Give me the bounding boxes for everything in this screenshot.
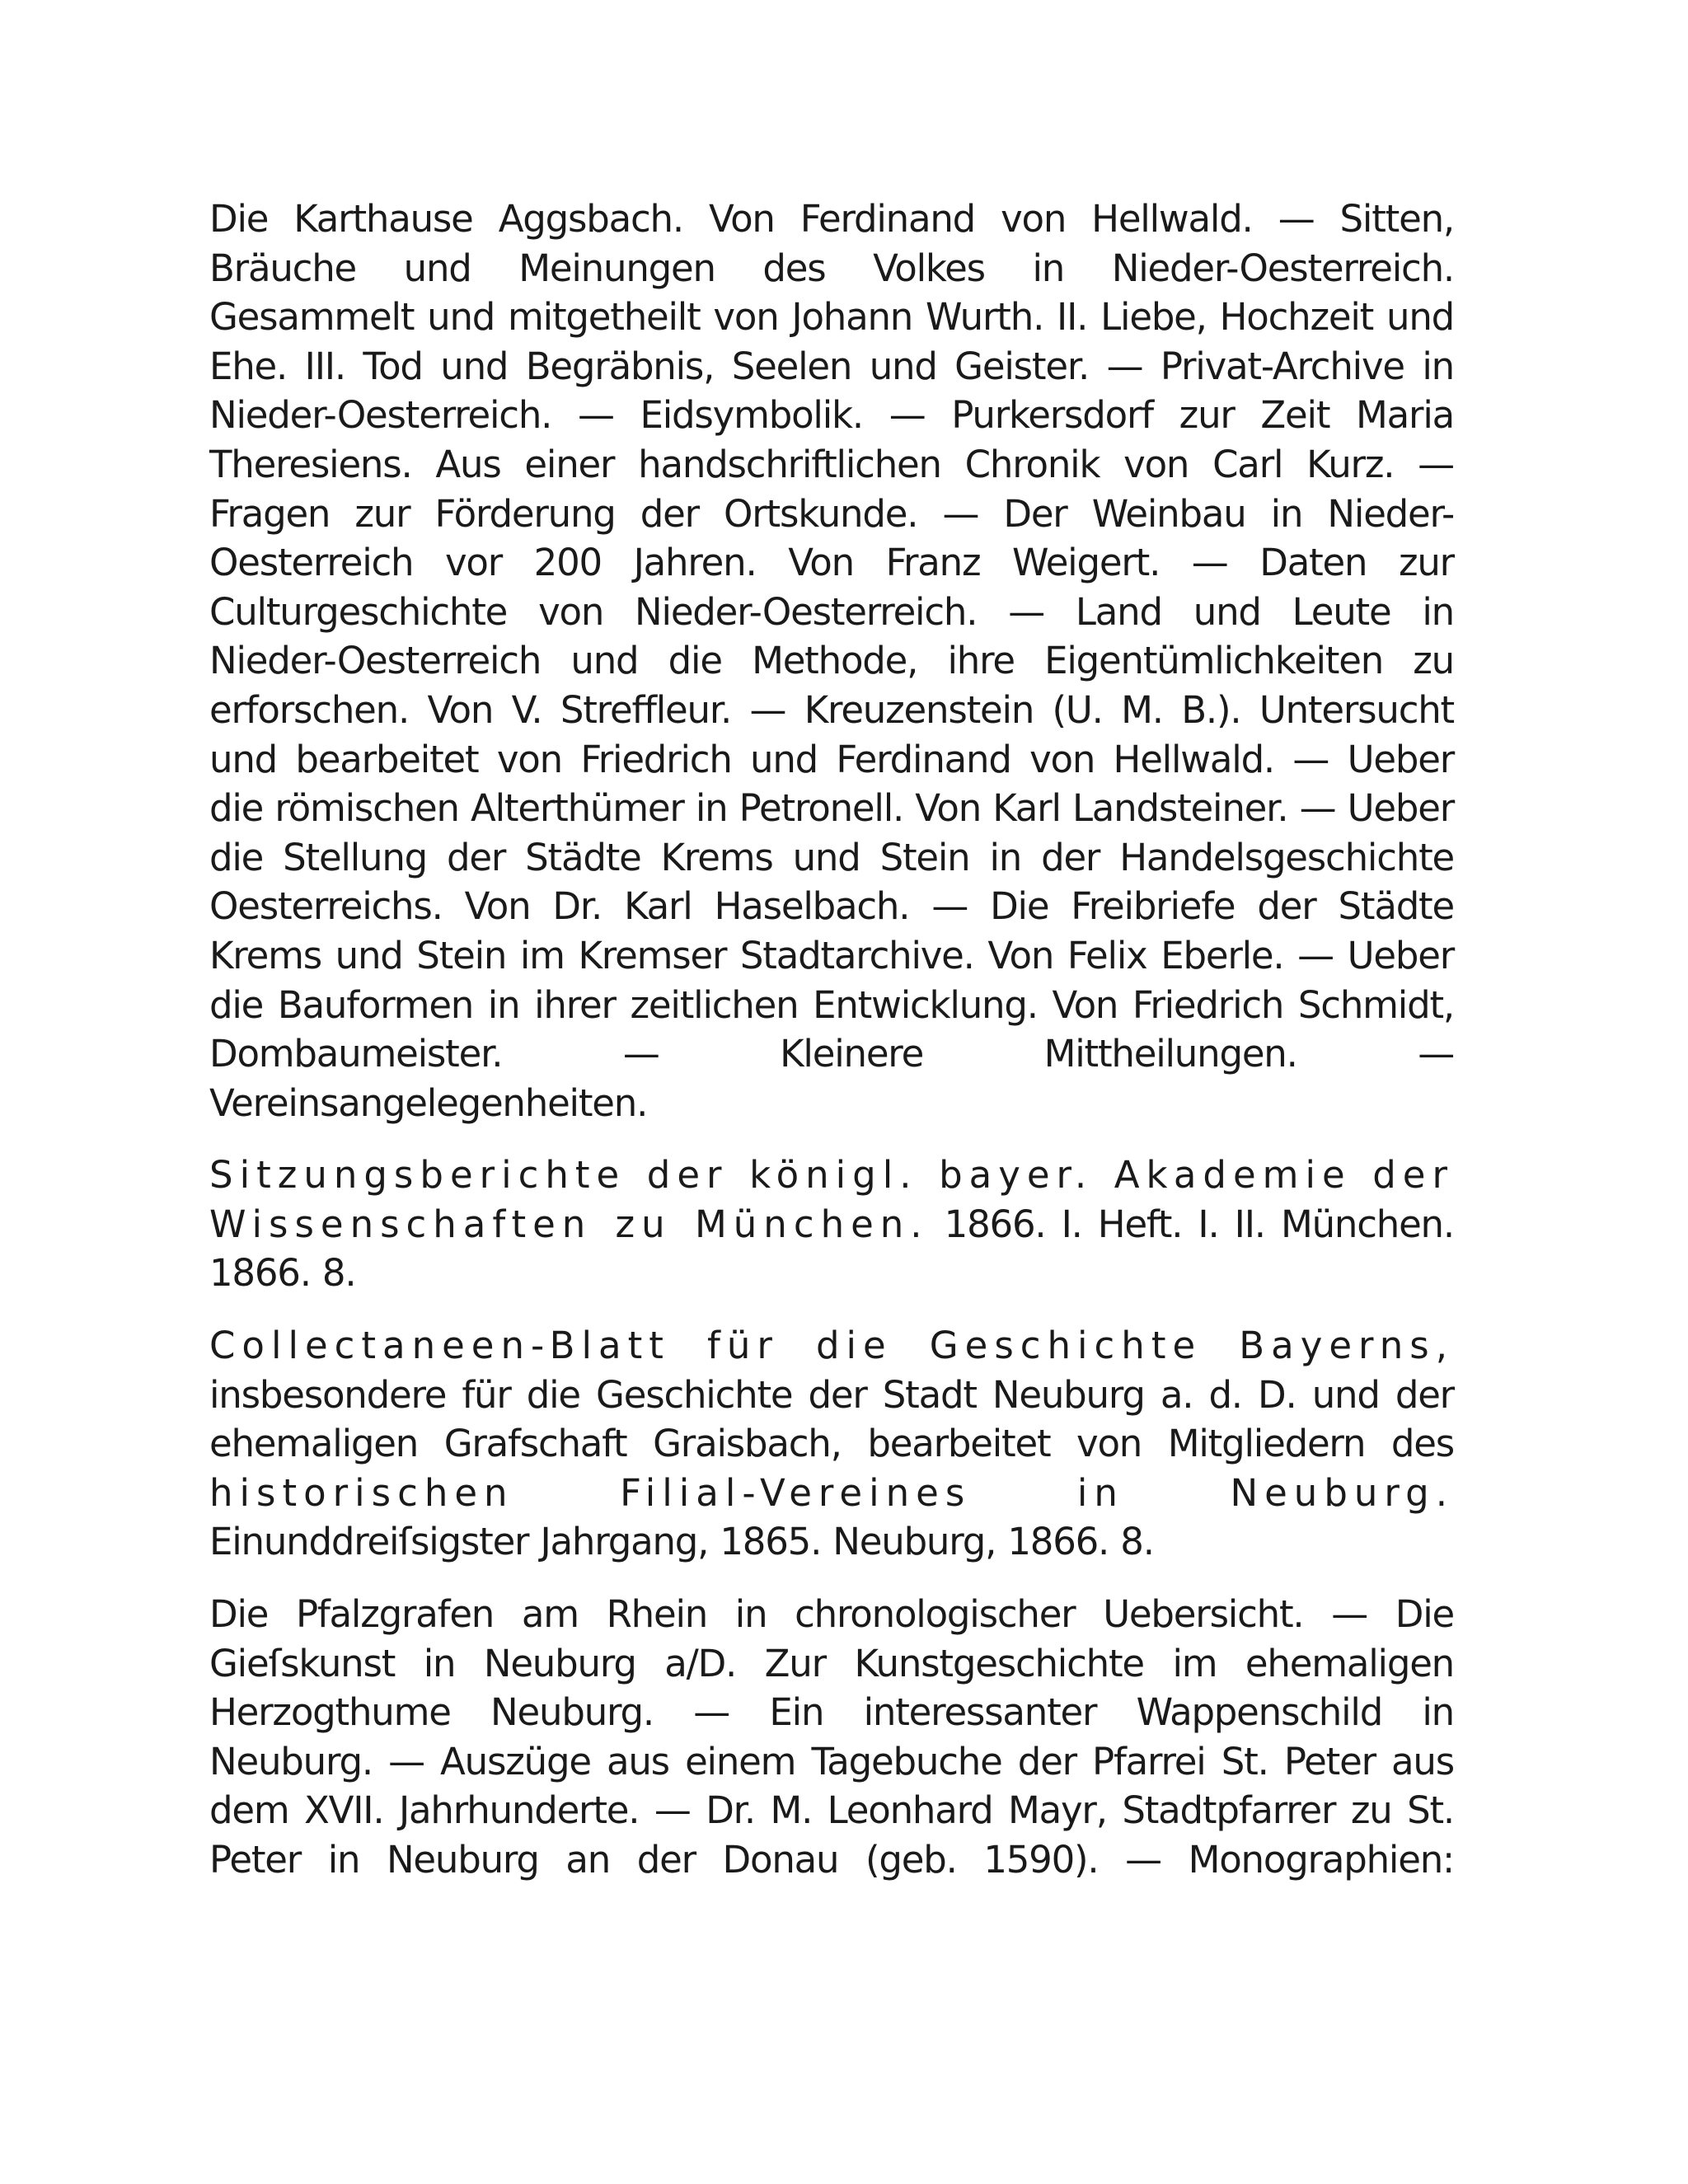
title-details: Einunddreiſsigster Jahrgang, 1865. Neuburg, 1866. 8.: [209, 1520, 1154, 1564]
title-details: 1866. I. Heft. I. II. München. 1866. 8.: [209, 1202, 1454, 1296]
spaced-title: Collectaneen-Blatt für die Geschichte Bayerns,: [209, 1324, 1454, 1368]
paragraph-contents-list: Die Karthause Aggsbach. Von Ferdinand von Hellwald. — Sitten, Bräuche und Meinungen des Volkes in Nieder-Oesterreich. Gesammelt und mitgetheilt von Johann Wurth. II. Liebe, Hochzeit und Ehe. III. Tod und Begräbnis, Seelen und Geister. — Privat-Archive in Nieder-Oesterreich. — Eidsymbolik. — Purkersdorf zur Zeit Maria Theresiens. Aus einer handschriftlichen Chronik von Carl Kurz. — Fragen zur Förderung der Ortskunde. — Der Weinbau in Nieder-Oesterreich vor 200 Jahren. Von Franz Weigert. — Daten zur Culturgeschichte von Nieder-Oesterreich. — Land und Leute in Nieder-Oesterreich und die Methode, ihre Eigentümlichkeiten zu erforschen. Von V. Streffleur. — Kreuzenstein (U. M. B.). Untersucht und bearbeitet von Friedrich und Ferdinand von Hellwald. — Ueber die römischen Alterthümer in Petronell. Von Karl Landsteiner. — Ueber die Stellung der Städte Krems und Stein in der Handelsgeschichte Oesterreichs. Von Dr. Karl Haselbach. — Die Freibriefe der Städte Krems und Stein im Kremser Stadtarchive. Von Felix Eberle. — Ueber die Bauformen in ihrer zeitlichen Entwicklung. Von Friedrich Schmidt, Dombaumeister. — Kleinere Mittheilungen. — Vereinsangelegenheiten.: [209, 197, 1454, 1125]
document-page: [209, 194, 1454, 1885]
paragraph-sitzungsberichte: [209, 1151, 1454, 1298]
paragraph-pfalzgrafen-contents: Die Pfalzgrafen am Rhein in chronologischer Uebersicht. — Die Gieſskunst in Neuburg a/D. Zur Kunstgeschichte im ehemaligen Herzogthume Neuburg. — Ein interessanter Wappenschild in Neuburg. — Auszüge aus einem Tagebuche der Pfarrei St. Peter aus dem XVII. Jahrhunderte. — Dr. M. Leonhard Mayr, Stadtpfarrer zu St. Peter in Neuburg an der Donau (geb. 1590). — Monographien:: [209, 1592, 1454, 1882]
spaced-society-name: historischen Filial-Vereines in Neuburg.: [209, 1470, 1454, 1515]
spaced-title: Sitzungsberichte der königl. bayer. Akademie der Wissenschaften zu München.: [209, 1153, 1454, 1246]
title-description: insbesondere für die Geschichte der Stadt Neuburg a. d. D. und der ehemaligen Grafschaft Graisbach, bearbeitet von Mitgliedern des: [209, 1372, 1454, 1466]
paragraph-collectaneen: [209, 1321, 1454, 1567]
